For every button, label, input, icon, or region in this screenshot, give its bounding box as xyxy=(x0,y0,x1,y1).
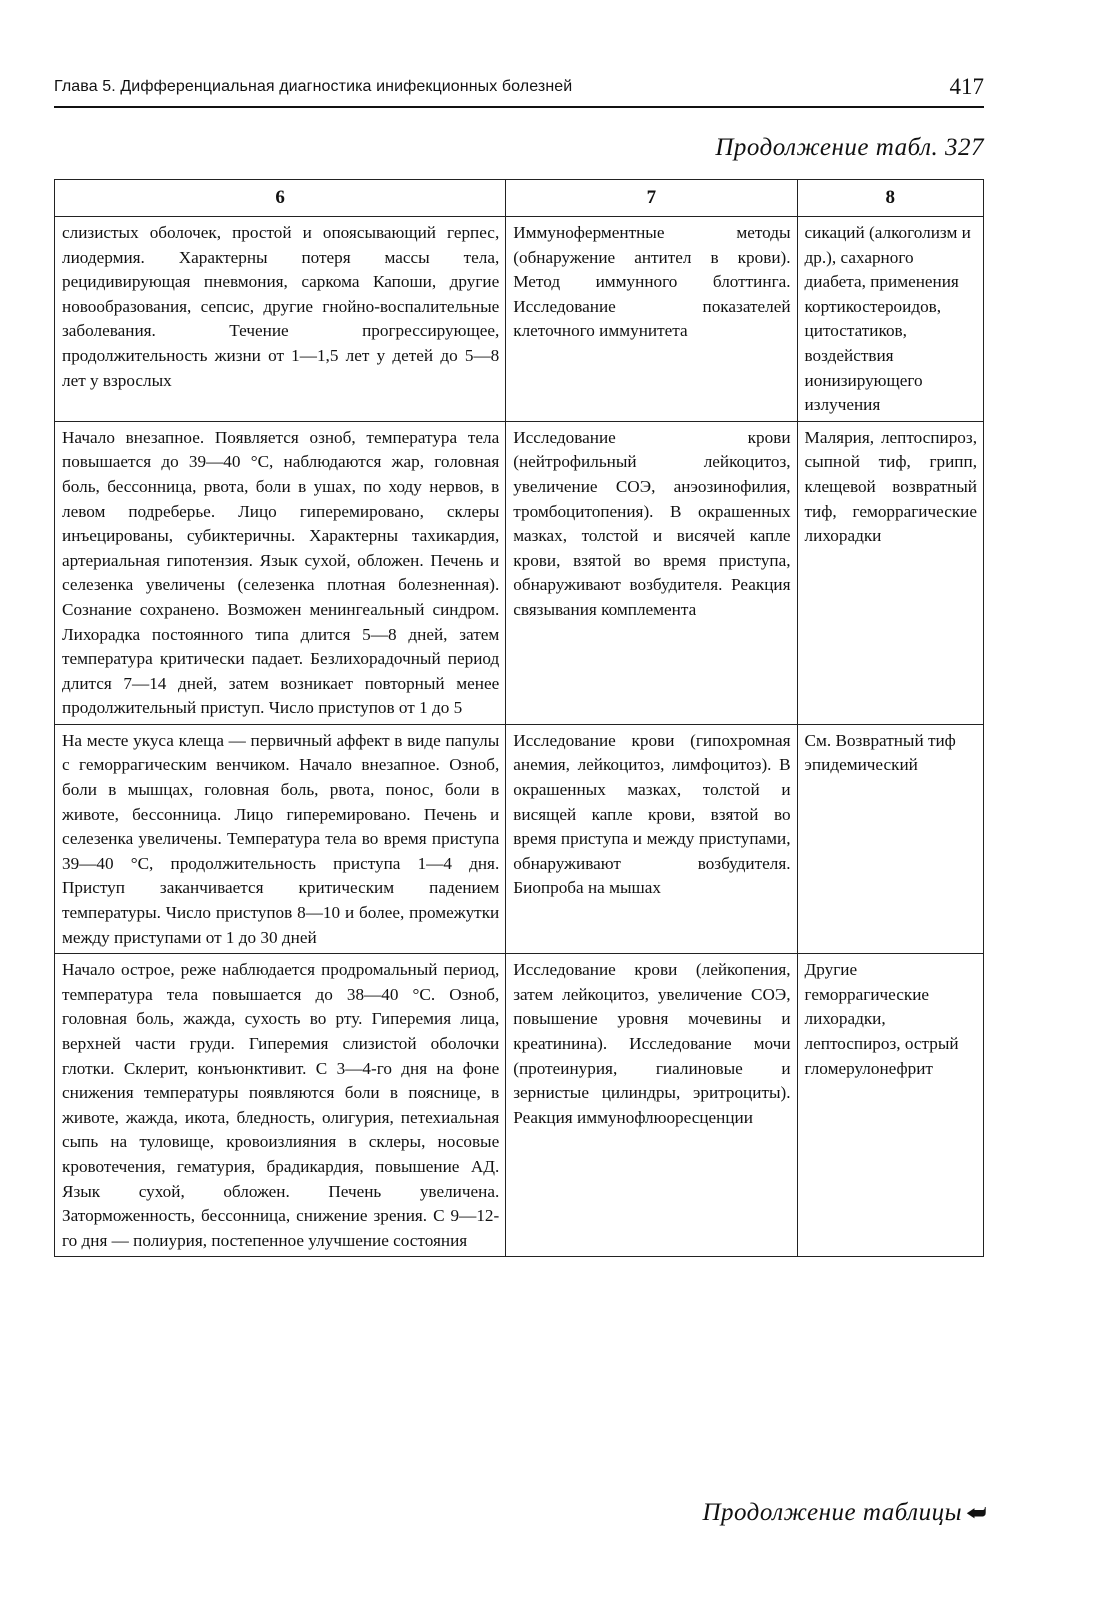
cell-lab-diagnostics: Исследование крови (лейкопения, затем лейкоцитоз, увеличение СОЭ, повышение уровня мочевины и креатинина). Исследование мочи (протеинурия, гиалиновые и зернистые цилиндры, эритроциты). Реакция иммунофлюоресценции xyxy=(506,954,797,1257)
arrow-turn-down-right-icon: ⮨ xyxy=(966,1500,987,1525)
table-row xyxy=(55,724,984,953)
column-header-8: 8 xyxy=(797,180,983,217)
cell-clinical-picture: Начало острое, реже наблюдается продромальный период, температура тела повышается до 38—40 °С. Озноб, головная боль, жажда, сухость во рту. Гиперемия лица, верхней части груди. Гиперемия слизистой оболочки глотки. Склерит, конъюнктивит. С 3—4-го дня на фоне снижения температуры появляются боли в пояснице, в животе, жажда, икота, бледность, олигурия, петехиальная сыпь на туловище, кровоизлияния в склеры, носовые кровотечения, гематурия, брадикардия, повышение АД. Язык сухой, обложен. Печень увеличена. Заторможенность, бессонница, снижение зрения. С 9—12-го дня — полиурия, постепенное улучшение состояния xyxy=(55,954,506,1257)
chapter-title: Глава 5. Дифференциальная диагностика инифекционных болезней xyxy=(54,78,573,95)
cell-differential: Малярия, лептоспироз, сыпной тиф, грипп, клещевой возвратный тиф, геморрагические лихорадки xyxy=(797,421,983,724)
cell-differential: сикаций (алкоголизм и др.), сахарного диабета, применения кортикостероидов, цитостатиков, воздействия ионизирующего излучения xyxy=(797,217,983,422)
cell-differential: См. Возвратный тиф эпидемический xyxy=(797,724,983,953)
cell-clinical-picture: Начало внезапное. Появляется озноб, температура тела повышается до 39—40 °С, наблюдаются жар, головная боль, бессонница, рвота, боли в ушах, по ходу нервов, в левом подреберье. Лицо гиперемировано, склеры инъецированы, субиктеричны. Характерны тахикардия, артериальная гипотензия. Язык сухой, обложен. Печень и селезенка увеличены (селезенка плотная болезненная). Сознание сохранено. Возможен менингеальный синдром. Лихорадка постоянного типа длится 5—8 дней, затем температура критически падает. Безлихорадочный период длится 7—14 дней, затем возникает повторный менее продолжительный приступ. Число приступов от 1 до 5 xyxy=(55,421,506,724)
column-header-7: 7 xyxy=(506,180,797,217)
cell-lab-diagnostics: Иммуноферментные методы (обнаружение антител в крови). Метод иммунного блоттинга. Исследование показателей клеточного иммунитета xyxy=(506,217,797,422)
cell-clinical-picture: На месте укуса клеща — первичный аффект в виде папулы с геморрагическим венчиком. Начало внезапное. Озноб, боли в мышцах, головная боль, рвота, понос, боли в животе, бессонница. Лицо гиперемировано. Печень и селезенка увеличены. Температура тела во время приступа 39—40 °С, продолжительность приступа 1—4 дня. Приступ заканчивается критическим падением температуры. Число приступов 8—10 и более, промежутки между приступами от 1 до 30 дней xyxy=(55,724,506,953)
cell-lab-diagnostics: Исследование крови (гипохромная анемия, лейкоцитоз, лимфоцитоз). В окрашенных мазках, толстой и висящей капле крови, взятой во время приступа и между приступами, обнаруживают возбудителя. Биопроба на мышах xyxy=(506,724,797,953)
table-caption: Продолжение табл. 327 xyxy=(715,134,984,161)
table-row xyxy=(55,217,984,422)
cell-clinical-picture: слизистых оболочек, простой и опоясывающий герпес, лиодермия. Характерны потеря массы тела, рецидивирующая пневмония, саркома Капоши, другие новообразования, сепсис, другие гнойно-воспалительные заболевания. Течение прогрессирующее, продолжительность жизни от 1—1,5 лет у детей до 5—8 лет у взрослых xyxy=(55,217,506,422)
cell-differential: Другие геморрагические лихорадки, лептоспироз, острый гломерулонефрит xyxy=(797,954,983,1257)
running-header xyxy=(54,74,984,108)
table-row xyxy=(55,421,984,724)
cell-lab-diagnostics: Исследование крови (нейтрофильный лейкоцитоз, увеличение СОЭ, анэозинофилия, тромбоцитопения). В окрашенных мазках, толстой и висячей капле крови, взятой во время приступа, обнаруживают возбудителя. Реакция связывания комплемента xyxy=(506,421,797,724)
continuation-text: Продолжение таблицы xyxy=(702,1499,963,1526)
diagnosis-table xyxy=(54,179,984,1257)
page-number: 417 xyxy=(949,74,984,99)
continuation-note xyxy=(702,1499,987,1527)
column-header-6: 6 xyxy=(55,180,506,217)
table-row xyxy=(55,954,984,1257)
table-header-row xyxy=(55,180,984,217)
